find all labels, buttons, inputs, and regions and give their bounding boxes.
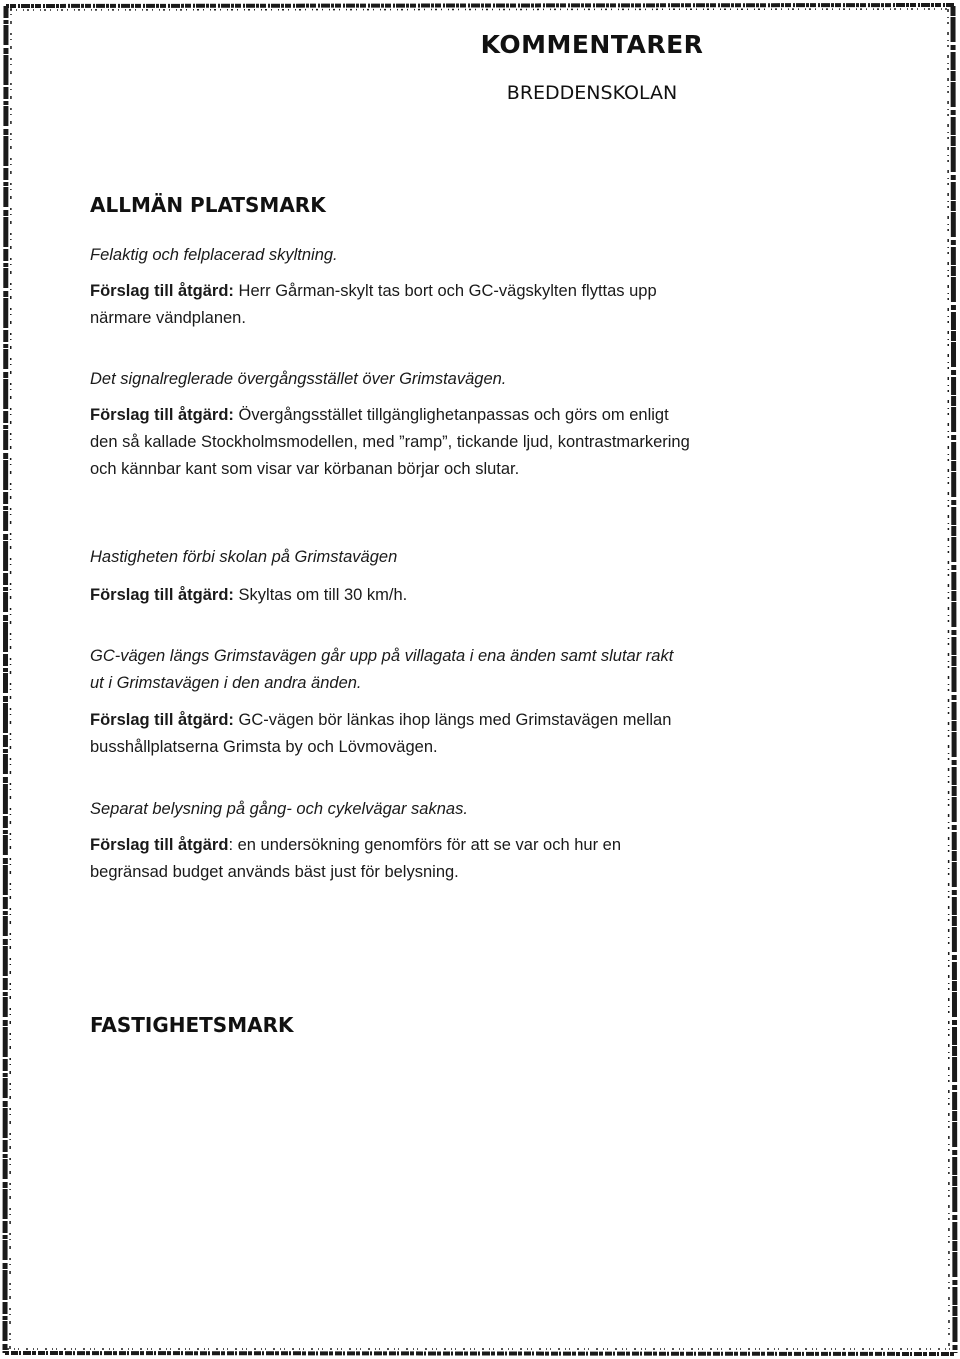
issue-text: GC-vägen längs Grimstavägen går upp på villagata i ena änden samt slutar rakt ut i Grimstavägen i den andra änden.	[90, 647, 674, 692]
proposal-text: Skyltas om till 30 km/h.	[233, 586, 408, 604]
issue-text: Det signalreglerade övergångsstället över Grimstavägen.	[90, 370, 507, 388]
proposal-text: : en undersökning genomförs för att se var och hur en begränsad budget används bäst just för belysning.	[90, 836, 621, 881]
proposal-text: Herr Gårman-skylt tas bort och GC-vägskylten flyttas upp närmare vändplanen.	[90, 282, 657, 327]
proposal-paragraph	[90, 278, 690, 332]
section-heading-allman-platsmark: ALLMÄN PLATSMARK	[90, 193, 326, 217]
document-title: KOMMENTARER	[480, 30, 704, 59]
proposal-text: Övergångsstället tillgänglighetanpassas och görs om enligt den så kallade Stockholmsmodellen, med ”ramp”, tickande ljud, kontrastmarkering och kännbar kant som visar var körbanan börjar och slutar.	[90, 406, 690, 478]
issue-text: Felaktig och felplacerad skyltning.	[90, 246, 338, 264]
proposal-paragraph	[90, 832, 690, 886]
section-heading-fastighetsmark: FASTIGHETSMARK	[90, 1013, 294, 1037]
proposal-text: GC-vägen bör länkas ihop längs med Grimstavägen mellan busshållplatserna Grimsta by och Lövmovägen.	[90, 711, 672, 756]
proposal-label: Förslag till åtgärd:	[90, 586, 234, 604]
issue-text: Separat belysning på gång- och cykelvägar saknas.	[90, 800, 468, 818]
proposal-paragraph	[90, 707, 690, 761]
issue-text: Hastigheten förbi skolan på Grimstavägen	[90, 548, 398, 566]
proposal-label: Förslag till åtgärd	[90, 836, 229, 854]
proposal-label: Förslag till åtgärd:	[90, 406, 234, 424]
proposal-paragraph	[90, 582, 690, 609]
proposal-paragraph	[90, 402, 690, 483]
proposal-label: Förslag till åtgärd:	[90, 711, 234, 729]
proposal-label: Förslag till åtgärd:	[90, 282, 234, 300]
document-subtitle: BREDDENSKOLAN	[506, 82, 678, 104]
